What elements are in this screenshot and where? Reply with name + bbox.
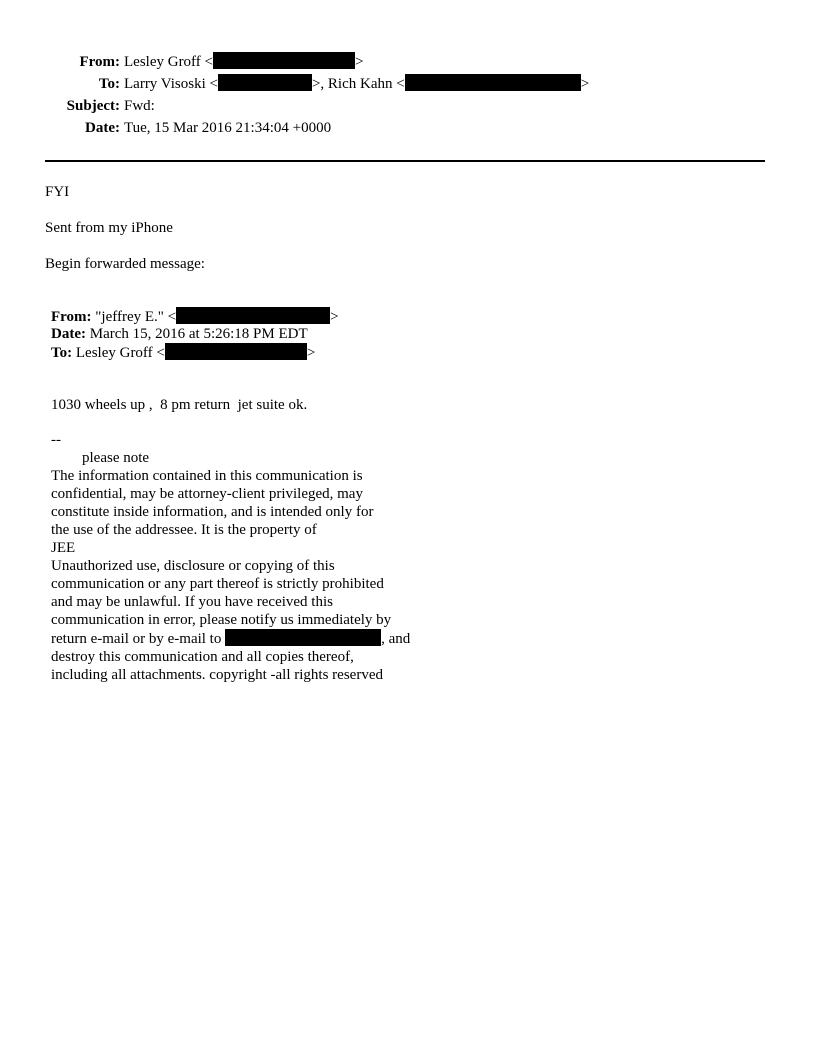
from-close: >	[355, 54, 364, 70]
disclaimer-line: communication in error, please notify us immediately by	[51, 612, 392, 628]
to-mid: >, Rich Kahn <	[311, 76, 405, 92]
fwd-to-row	[51, 343, 315, 362]
disclaimer-line: The information contained in this communication is	[51, 468, 363, 484]
fwd-to-label: To:	[51, 345, 73, 361]
date-value: Tue, 15 Mar 2016 21:34:04 +0000	[124, 120, 332, 136]
fwd-from-row	[51, 307, 339, 326]
redacted-from-email	[213, 52, 355, 69]
body-sent-from: Sent from my iPhone	[45, 220, 173, 236]
body-begin-forwarded: Begin forwarded message:	[45, 256, 205, 272]
redacted-to-email-2	[405, 74, 581, 91]
to-label: To:	[98, 76, 120, 92]
disclaimer-line: Unauthorized use, disclosure or copying of this	[51, 558, 335, 574]
disclaimer-line: communication or any part thereof is strictly prohibited	[51, 576, 384, 592]
disclaimer	[51, 449, 410, 684]
fwd-message: 1030 wheels up , 8 pm return jet suite ok.	[51, 397, 308, 413]
disclaimer-line: destroy this communication and all copies thereof,	[51, 649, 354, 665]
disclaimer-line: constitute inside information, and is intended only for	[51, 504, 374, 520]
disclaimer-email-suffix: , and	[381, 631, 411, 647]
from-label: From:	[79, 54, 120, 70]
from-name: Lesley Groff <	[124, 54, 213, 70]
disclaimer-line: and may be unlawful. If you have received this	[51, 594, 333, 610]
header-subject-row	[0, 96, 155, 116]
body-fyi: FYI	[45, 184, 70, 200]
redacted-fwd-from-email	[176, 307, 330, 324]
fwd-to-value: Lesley Groff <	[72, 345, 165, 361]
header-from-row	[0, 52, 363, 72]
signature-separator: --	[51, 432, 61, 448]
disclaimer-line: including all attachments. copyright -all rights reserved	[51, 667, 383, 683]
subject-label: Subject:	[66, 98, 120, 114]
to-name-1: Larry Visoski <	[124, 76, 218, 92]
fwd-to-close: >	[306, 345, 316, 361]
disclaimer-email-prefix: return e-mail or by e-mail to	[51, 631, 226, 647]
disclaimer-note: please note	[82, 450, 150, 466]
subject-value: Fwd:	[124, 98, 155, 114]
disclaimer-line: JEE	[51, 540, 76, 556]
disclaimer-line: confidential, may be attorney-client privileged, may	[51, 486, 363, 502]
fwd-date-value: March 15, 2016 at 5:26:18 PM EDT	[85, 326, 308, 342]
fwd-date-row	[51, 325, 308, 343]
header-date-row	[0, 118, 331, 138]
redacted-notify-email	[225, 629, 381, 646]
disclaimer-email-line	[51, 629, 410, 648]
redacted-fwd-to-email	[165, 343, 307, 360]
fwd-date-label: Date:	[51, 326, 86, 342]
disclaimer-line: the use of the addressee. It is the property of	[51, 522, 317, 538]
header-to-row	[0, 74, 589, 94]
date-label: Date:	[85, 120, 120, 136]
fwd-from-label: From:	[51, 309, 92, 325]
redacted-to-email-1	[218, 74, 312, 91]
fwd-from-close: >	[330, 309, 339, 325]
header-divider	[45, 160, 765, 162]
to-close: >	[580, 76, 590, 92]
fwd-from-value: "jeffrey E." <	[91, 309, 177, 325]
